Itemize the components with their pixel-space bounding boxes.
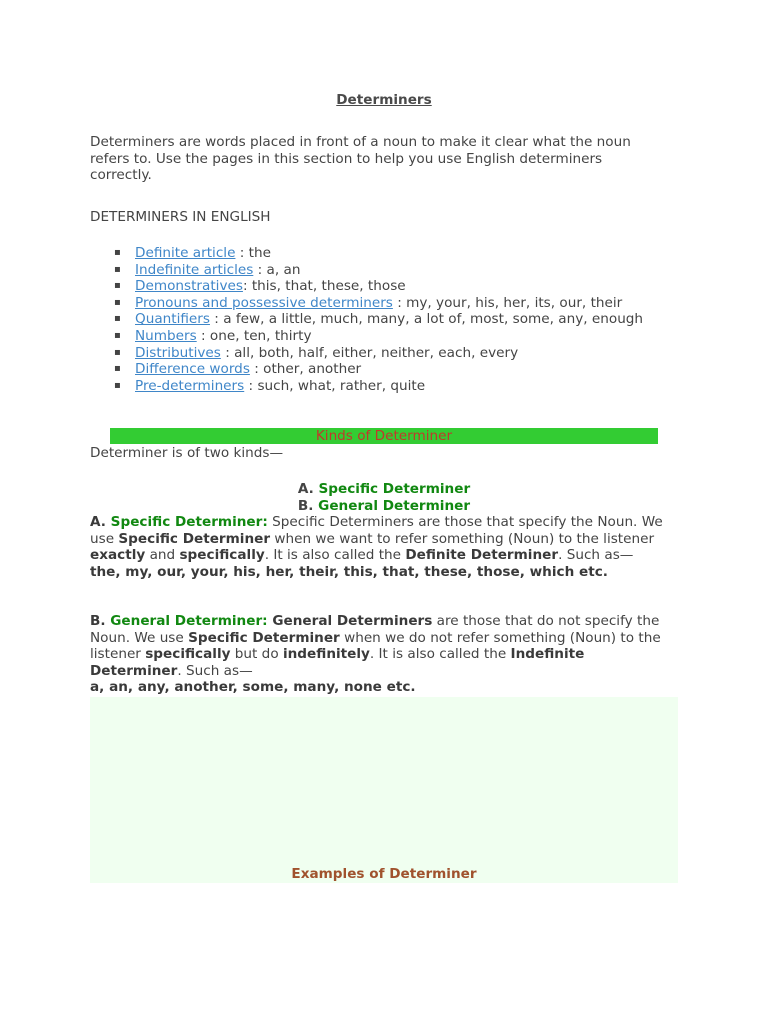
link-pronouns-possessive[interactable]: Pronouns and possessive determiners [135, 294, 393, 311]
kind-b-prefix: B. [297, 497, 319, 514]
bullet-icon: ▪ [114, 280, 121, 292]
sec-b-bold: indefinitely [282, 646, 370, 663]
bullet-icon: ▪ [114, 247, 121, 258]
kind-a [90, 481, 678, 498]
sec-a-text: when we want to refer something (Noun) to the listener [270, 530, 655, 547]
list-item-text: : such, what, rather, quite [244, 377, 426, 394]
examples-box [90, 697, 678, 883]
sec-b-prefix: B. [90, 613, 111, 629]
link-distributives[interactable]: Distributives [135, 344, 221, 361]
bullet-icon: ▪ [114, 329, 121, 341]
list-item [90, 345, 643, 362]
specific-determiner-section [90, 514, 678, 580]
section-heading: DETERMINERS IN ENGLISH [90, 209, 271, 225]
bullet-icon: ▪ [114, 379, 121, 391]
sec-a-text: . Such as— [558, 547, 634, 564]
bullet-icon: ▪ [114, 363, 121, 375]
list-item [90, 311, 643, 328]
link-indefinite-articles[interactable]: Indefinite articles [135, 261, 254, 278]
examples-heading: Examples of Determiner [291, 866, 477, 882]
sec-a-prefix: A. [90, 514, 111, 530]
kinds-banner: Kinds of Determiner [110, 428, 658, 444]
page-title: Determiners [336, 92, 432, 108]
list-item [90, 245, 643, 262]
kinds-list [90, 481, 678, 514]
sec-a-bold: Specific Determiner [118, 530, 271, 547]
intro-paragraph: Determiners are words placed in front of a noun to make it clear what the noun refers to. Use the pages in this section to help you use English determiners correctly. [90, 134, 631, 184]
sec-a-heading: Specific Determiner: [110, 514, 268, 530]
list-item [90, 295, 643, 312]
sec-a-text: Specific Determiners are those that specify the Noun. We use [90, 514, 663, 547]
list-item [90, 328, 643, 345]
list-item-text: : a, an [253, 261, 301, 278]
determiners-list [90, 245, 643, 394]
list-item [90, 278, 643, 295]
sec-b-text: are those that do not specify the Noun. We use [90, 613, 660, 646]
bullet-icon: ▪ [114, 346, 121, 358]
kind-b [90, 498, 678, 515]
sec-b-text: when we do not refer something (Noun) to the listener [90, 629, 661, 663]
link-demonstratives[interactable]: Demonstratives [135, 278, 243, 295]
list-item-text: : a few, a little, much, many, a lot of, most, some, any, enough [209, 311, 644, 328]
list-item-text: : other, another [249, 361, 362, 378]
link-numbers[interactable]: Numbers [135, 327, 197, 344]
bullet-icon: ▪ [114, 313, 121, 325]
list-item [90, 262, 643, 279]
list-item-text: : my, your, his, her, its, our, their [392, 294, 623, 311]
sec-b-bold: Specific Determiner [188, 629, 340, 646]
sec-a-bold: exactly [90, 547, 146, 564]
kind-a-prefix: A. [297, 481, 319, 497]
sec-b-bold: Indefinite Determiner [90, 646, 585, 679]
general-determiner-section [90, 613, 678, 696]
sec-b-bold: specifically [145, 646, 231, 663]
kind-b-label: General Determiner [318, 497, 471, 514]
sec-b-heading: General Determiner: [110, 613, 268, 629]
bullet-icon: ▪ [114, 263, 121, 275]
sec-a-bold: Definite Determiner [405, 547, 559, 564]
sec-a-text: and [145, 547, 180, 564]
sec-b-text: . It is also called the [369, 646, 511, 663]
link-definite-article[interactable]: Definite article [135, 245, 236, 261]
kinds-intro: Determiner is of two kinds— [90, 445, 284, 461]
sec-a-text: . It is also called the [264, 547, 406, 564]
kind-a-label: Specific Determiner [318, 481, 471, 497]
sec-b-text: . Such as— [177, 662, 253, 679]
bullet-icon: ▪ [114, 296, 121, 308]
link-quantifiers[interactable]: Quantifiers [135, 311, 210, 328]
list-item-text: : all, both, half, either, neither, each, every [220, 344, 519, 361]
sec-a-bold: specifically [179, 547, 265, 564]
link-pre-determiners[interactable]: Pre-determiners [135, 377, 245, 394]
link-difference-words[interactable]: Difference words [135, 361, 250, 378]
list-item [90, 361, 643, 378]
sec-b-bold: General Determiners [267, 613, 433, 629]
list-item-text: : this, that, these, those [242, 278, 406, 295]
list-item [90, 378, 643, 395]
sec-a-examples: the, my, our, your, his, her, their, this, that, these, those, which etc. [90, 563, 608, 580]
sec-b-text: but do [230, 646, 283, 663]
list-item-text: : the [235, 245, 271, 261]
list-item-text: : one, ten, thirty [196, 327, 312, 344]
sec-b-examples: a, an, any, another, some, many, none etc. [90, 679, 416, 696]
